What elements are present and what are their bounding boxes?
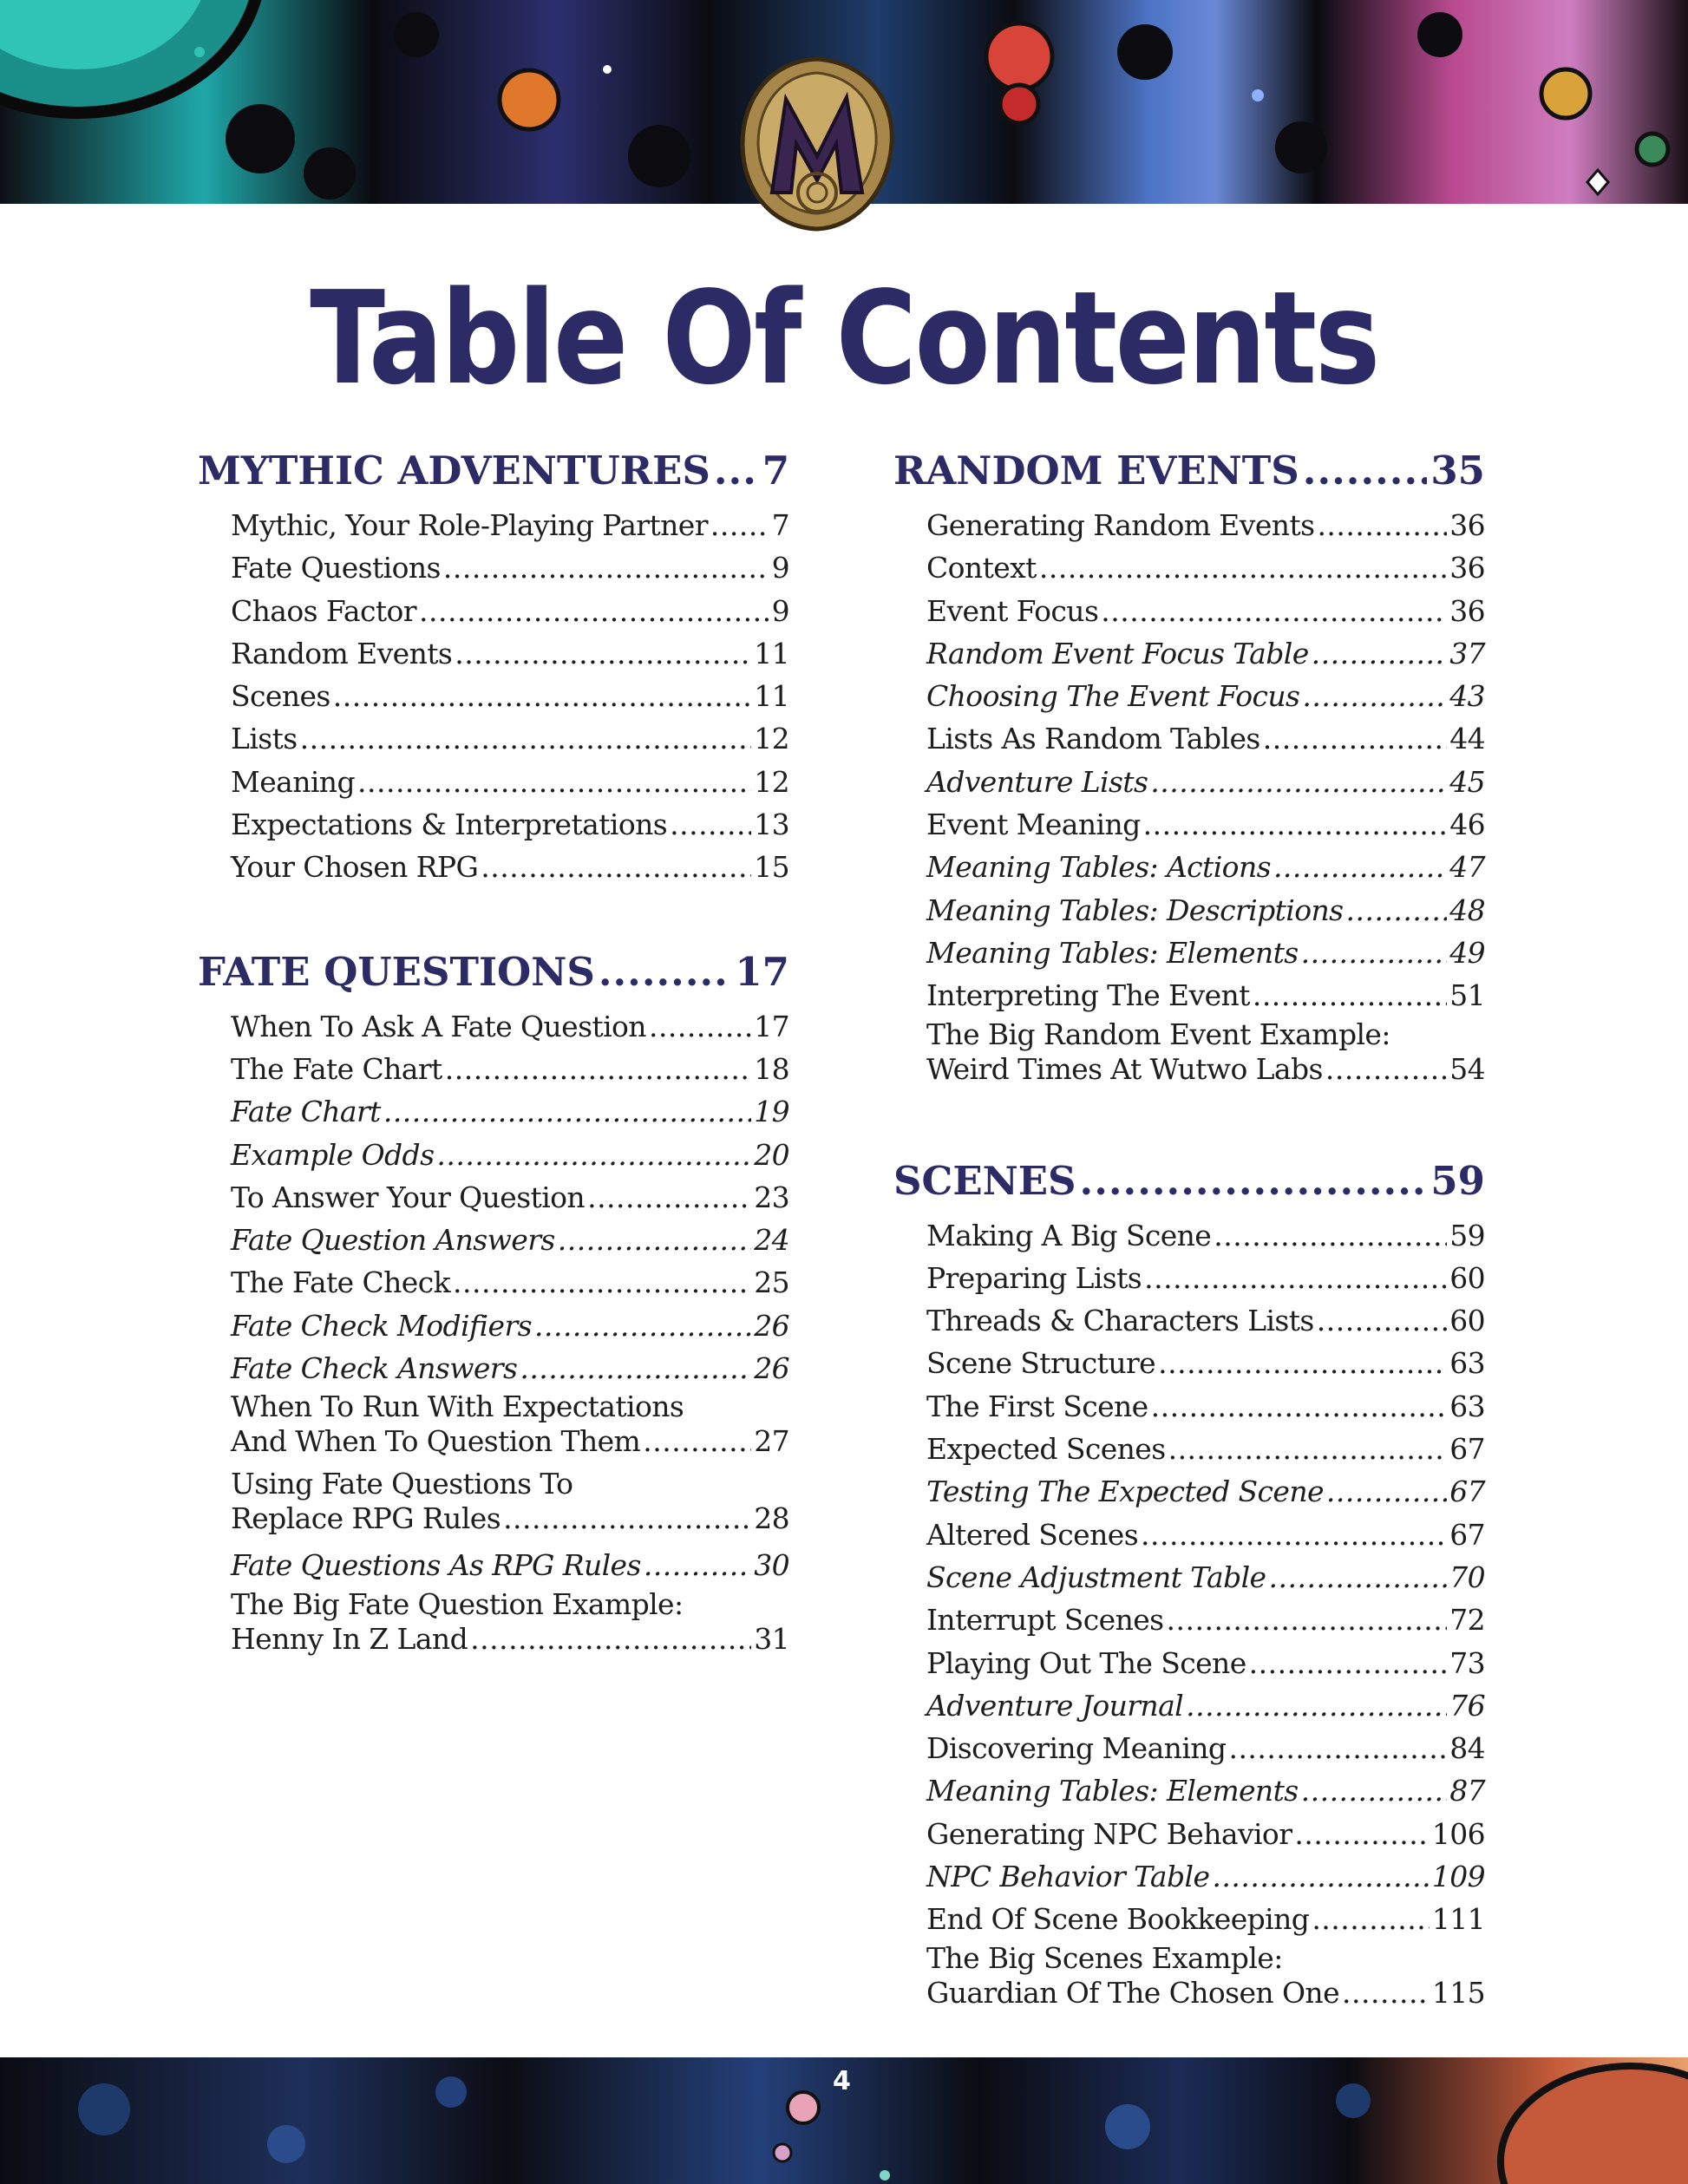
dot-leader <box>1326 1470 1447 1513</box>
toc-entry-page: 51 <box>1449 978 1485 1013</box>
toc-entry-label: Lists <box>231 722 298 756</box>
dot-leader <box>1273 846 1447 888</box>
section-heading[interactable] <box>198 438 789 504</box>
toc-section-random-events <box>893 438 1485 1095</box>
section-heading-page: 7 <box>762 448 789 494</box>
toc-entry-page: 27 <box>754 1424 789 1459</box>
toc-section-scenes <box>893 1148 1485 2018</box>
toc-entry-label: Expected Scenes <box>926 1432 1166 1467</box>
toc-entry[interactable] <box>231 1219 789 1261</box>
toc-entry-page: 30 <box>754 1548 789 1583</box>
toc-entry-label: Discovering Meaning <box>926 1731 1227 1766</box>
toc-entry-label: Playing Out The Scene <box>926 1645 1246 1680</box>
toc-entry-label: Fate Check Answers <box>231 1351 518 1386</box>
toc-entry[interactable] <box>926 546 1485 589</box>
toc-entry-label: Making A Big Scene <box>926 1218 1212 1252</box>
toc-entry-page: 17 <box>754 1009 789 1043</box>
dot-leader <box>1325 1052 1447 1087</box>
toc-entry[interactable] <box>926 1385 1485 1428</box>
dot-leader <box>1167 1599 1448 1641</box>
dot-leader <box>1253 974 1447 1017</box>
toc-entry[interactable] <box>926 1470 1485 1513</box>
toc-entry-page: 28 <box>754 1501 789 1536</box>
toc-entry-label: Adventure Lists <box>926 764 1148 799</box>
dot-leader <box>599 939 732 1005</box>
toc-entry[interactable] <box>231 1467 789 1544</box>
toc-entry-page: 106 <box>1431 1816 1485 1851</box>
toc-entry[interactable] <box>231 1176 789 1219</box>
toc-entry-label: Meaning Tables: Descriptions <box>926 893 1344 927</box>
dot-leader <box>1151 1385 1448 1428</box>
toc-entry-label: The First Scene <box>926 1389 1148 1423</box>
dot-leader <box>1228 1727 1447 1769</box>
toc-entry-label: Expectations & Interpretations <box>231 808 668 842</box>
toc-entry-page: 12 <box>754 722 789 756</box>
toc-entry-label: Your Chosen RPG <box>231 850 479 885</box>
toc-entry[interactable] <box>926 1342 1485 1384</box>
toc-entry-label: The Big Scenes Example: <box>926 1940 1283 1975</box>
toc-entry-page: 13 <box>754 808 789 842</box>
toc-entry[interactable] <box>926 1855 1485 1898</box>
dot-leader <box>443 546 769 589</box>
toc-entry-label: To Answer Your Question <box>231 1180 586 1214</box>
toc-entry-label: Random Event Focus Table <box>926 636 1309 670</box>
toc-entry[interactable] <box>926 974 1485 1017</box>
dot-leader <box>1212 1855 1429 1898</box>
toc-entry-label: The Big Random Event Example: <box>926 1017 1390 1051</box>
toc-entry-label: Event Focus <box>926 593 1099 628</box>
dot-leader <box>383 1090 751 1133</box>
toc-entry[interactable] <box>231 546 789 589</box>
toc-entry-label: Scene Structure <box>926 1346 1156 1381</box>
section-heading-title: FATE QUESTIONS <box>198 948 595 995</box>
toc-entry[interactable] <box>231 590 789 632</box>
section-heading-title: MYTHIC ADVENTURES <box>198 448 710 494</box>
dot-leader <box>1141 1514 1447 1556</box>
toc-entry-label: Meaning <box>231 764 355 799</box>
toc-entry[interactable] <box>926 717 1485 760</box>
toc-entry-page: 59 <box>1449 1218 1485 1252</box>
toc-entry-label: Altered Scenes <box>926 1517 1139 1552</box>
toc-entry-page: 67 <box>1449 1517 1485 1552</box>
toc-entry-label: The Fate Chart <box>231 1051 442 1086</box>
toc-right-column <box>893 438 1485 2018</box>
toc-entry-page: 76 <box>1449 1688 1485 1723</box>
toc-entry-page: 63 <box>1449 1346 1485 1381</box>
toc-entry-label: Fate Chart <box>231 1095 381 1129</box>
toc-entry-page: 67 <box>1449 1432 1485 1467</box>
dot-leader <box>1345 889 1447 932</box>
toc-entry-page: 15 <box>754 850 789 885</box>
toc-entry[interactable] <box>231 846 789 888</box>
dot-leader <box>1294 1813 1429 1855</box>
toc-entry[interactable] <box>926 590 1485 632</box>
dot-leader <box>1249 1642 1448 1684</box>
toc-entry[interactable] <box>926 1514 1485 1556</box>
page-number: 4 <box>833 2066 851 2096</box>
dot-leader <box>1144 1257 1447 1299</box>
toc-entry-page: 47 <box>1449 850 1485 885</box>
dot-leader <box>1317 504 1447 546</box>
toc-entry[interactable] <box>926 803 1485 846</box>
toc-entry[interactable] <box>926 1017 1485 1095</box>
dot-leader <box>1039 546 1447 589</box>
dot-leader <box>1150 761 1447 803</box>
dot-leader <box>1186 1684 1447 1727</box>
dot-leader <box>1312 1898 1430 1940</box>
toc-entry-page: 20 <box>754 1137 789 1172</box>
dot-leader <box>1269 1556 1448 1599</box>
toc-entry[interactable] <box>926 1599 1485 1641</box>
toc-entry-label: Scene Adjustment Table <box>926 1560 1266 1594</box>
dot-leader <box>1214 1214 1447 1257</box>
toc-entry-label: Meaning Tables: Actions <box>926 850 1271 885</box>
toc-entry-page: 36 <box>1449 593 1485 628</box>
dot-leader <box>710 504 769 546</box>
section-heading-page: 59 <box>1430 1157 1485 1204</box>
toc-entry-label: Scenes <box>231 679 330 714</box>
toc-entry-label: Adventure Journal <box>926 1688 1184 1723</box>
toc-entry-label: NPC Behavior Table <box>926 1860 1210 1894</box>
toc-entry-page: 87 <box>1449 1774 1485 1808</box>
toc-entry-page: 18 <box>754 1051 789 1086</box>
toc-entry[interactable] <box>926 846 1485 888</box>
toc-entry-label: Meaning Tables: Elements <box>926 1774 1299 1808</box>
dot-leader <box>419 590 769 632</box>
dot-leader <box>1158 1342 1447 1384</box>
toc-entry-label: Fate Questions <box>231 551 441 585</box>
toc-entry[interactable] <box>231 1390 789 1467</box>
toc-entry-page: 43 <box>1449 679 1485 714</box>
dot-leader <box>503 1501 751 1536</box>
toc-entry-label: Lists As Random Tables <box>926 722 1260 756</box>
toc-entry-page: 24 <box>754 1223 789 1258</box>
dot-leader <box>714 438 759 504</box>
toc-entry[interactable] <box>926 1898 1485 1940</box>
toc-entry-label: Chaos Factor <box>231 593 416 628</box>
toc-left-column <box>198 438 789 1664</box>
toc-entry-page: 11 <box>754 636 789 670</box>
toc-entry[interactable] <box>926 1642 1485 1684</box>
toc-entry[interactable] <box>231 1305 789 1347</box>
toc-entry-label: When To Run With Expectations <box>231 1390 684 1424</box>
toc-entry-label-line2: Henny In Z Land <box>231 1621 468 1656</box>
toc-entry-page: 25 <box>754 1265 789 1300</box>
toc-entry[interactable] <box>231 632 789 675</box>
dot-leader <box>1342 1976 1430 2011</box>
toc-entry[interactable] <box>926 632 1485 675</box>
dot-leader <box>1303 438 1428 504</box>
dot-leader <box>357 761 751 803</box>
toc-entry-label: Generating Random Events <box>926 508 1315 542</box>
toc-entry[interactable] <box>926 932 1485 974</box>
dot-leader <box>520 1347 751 1390</box>
section-heading-title: RANDOM EVENTS <box>893 448 1299 494</box>
toc-entry[interactable] <box>231 1090 789 1133</box>
toc-entry-label: Random Events <box>231 636 453 670</box>
toc-entry[interactable] <box>926 1214 1485 1257</box>
toc-entry[interactable] <box>926 1941 1485 2018</box>
section-heading[interactable] <box>893 438 1485 504</box>
toc-entry-label: Testing The Expected Scene <box>926 1475 1324 1509</box>
toc-entry[interactable] <box>926 1684 1485 1727</box>
dot-leader <box>1301 932 1448 974</box>
toc-entry-page: 31 <box>754 1621 789 1656</box>
toc-entry[interactable] <box>926 761 1485 803</box>
section-heading-page: 35 <box>1430 448 1485 494</box>
dot-leader <box>649 1005 751 1048</box>
dot-leader <box>1263 717 1447 760</box>
toc-entry[interactable] <box>926 1428 1485 1470</box>
toc-entry-page: 60 <box>1449 1304 1485 1338</box>
toc-entry-page: 9 <box>771 551 789 585</box>
toc-entry-label: Meaning Tables: Elements <box>926 935 1299 970</box>
dot-leader <box>1168 1428 1448 1470</box>
toc-entries <box>198 504 789 889</box>
toc-entry[interactable] <box>231 1048 789 1090</box>
toc-entry[interactable] <box>231 675 789 717</box>
page-title: Table Of Contents <box>310 264 1378 413</box>
dot-leader <box>587 1176 751 1219</box>
toc-entry-label: Preparing Lists <box>926 1260 1142 1295</box>
dot-leader <box>481 846 751 888</box>
toc-entry[interactable] <box>231 803 789 846</box>
toc-entry-page: 11 <box>754 679 789 714</box>
section-heading[interactable] <box>893 1148 1485 1214</box>
dot-leader <box>1312 632 1448 675</box>
toc-entry-label: Mythic, Your Role-Playing Partner <box>231 508 708 542</box>
toc-entries <box>198 1005 789 1664</box>
toc-entry[interactable] <box>231 761 789 803</box>
dot-leader <box>1143 803 1448 846</box>
dot-leader <box>470 1622 751 1657</box>
dot-leader <box>670 803 751 846</box>
dot-leader <box>436 1134 751 1176</box>
toc-entry[interactable] <box>231 1347 789 1390</box>
toc-entry-label: Generating NPC Behavior <box>926 1816 1292 1851</box>
toc-entry[interactable] <box>231 1544 789 1586</box>
toc-entry-label: Fate Questions As RPG Rules <box>231 1548 641 1583</box>
toc-entry[interactable] <box>926 1813 1485 1855</box>
toc-entries <box>893 1214 1485 2018</box>
toc-entry-page: 23 <box>754 1180 789 1214</box>
dot-leader <box>445 1048 751 1090</box>
toc-entry-page: 46 <box>1449 808 1485 842</box>
dot-leader <box>1080 1148 1428 1214</box>
toc-entry-page: 111 <box>1431 1902 1485 1937</box>
toc-section-mythic-adventures <box>198 438 789 889</box>
toc-entry-label: Using Fate Questions To <box>231 1467 573 1501</box>
dot-leader <box>534 1305 751 1347</box>
toc-entry-page: 36 <box>1449 551 1485 585</box>
toc-entry-page: 44 <box>1449 722 1485 756</box>
dot-leader <box>1302 675 1447 717</box>
toc-entry-page: 109 <box>1431 1860 1485 1894</box>
toc-entry[interactable] <box>926 675 1485 717</box>
toc-entry[interactable] <box>926 1769 1485 1812</box>
toc-entry[interactable] <box>926 1727 1485 1769</box>
toc-entry-page: 26 <box>754 1351 789 1386</box>
toc-entry-page: 72 <box>1449 1603 1485 1638</box>
toc-entry-page: 84 <box>1449 1731 1485 1766</box>
toc-entry[interactable] <box>231 717 789 760</box>
section-heading-page: 17 <box>735 948 789 995</box>
dot-leader <box>300 717 752 760</box>
section-heading[interactable] <box>198 939 789 1005</box>
toc-entry-label: End Of Scene Bookkeeping <box>926 1902 1310 1937</box>
toc-entry-label: Context <box>926 551 1037 585</box>
toc-entry-label: When To Ask A Fate Question <box>231 1009 646 1043</box>
toc-entry-label: Interrupt Scenes <box>926 1603 1164 1638</box>
toc-entry-page: 36 <box>1449 508 1485 542</box>
toc-entry-label-line2: Replace RPG Rules <box>231 1501 501 1536</box>
toc-section-fate-questions <box>198 939 789 1664</box>
toc-entry-page: 9 <box>771 593 789 628</box>
toc-entry-label: Example Odds <box>231 1137 435 1172</box>
dot-leader <box>455 632 751 675</box>
toc-entry-page: 12 <box>754 764 789 799</box>
toc-entry-page: 73 <box>1449 1645 1485 1680</box>
toc-entry-page: 70 <box>1449 1560 1485 1594</box>
toc-entry-page: 7 <box>771 508 789 542</box>
toc-entry-label: Fate Check Modifiers <box>231 1308 532 1343</box>
toc-entry-label: Choosing The Event Focus <box>926 679 1300 714</box>
toc-entry[interactable] <box>231 1134 789 1176</box>
toc-entry-label-line2: And When To Question Them <box>231 1424 641 1459</box>
section-heading-title: SCENES <box>893 1157 1076 1204</box>
toc-entry-page: 115 <box>1431 1975 1485 2010</box>
toc-entry-page: 37 <box>1449 636 1485 670</box>
toc-entry[interactable] <box>231 504 789 546</box>
toc-entry-label-line2: Guardian Of The Chosen One <box>926 1975 1340 2010</box>
toc-entry-page: 63 <box>1449 1389 1485 1423</box>
toc-entry[interactable] <box>926 504 1485 546</box>
dot-leader <box>558 1219 751 1261</box>
dot-leader <box>1101 590 1447 632</box>
toc-entry[interactable] <box>926 889 1485 932</box>
toc-entry-page: 48 <box>1449 893 1485 927</box>
dot-leader <box>1301 1769 1448 1812</box>
toc-entry-page: 67 <box>1449 1475 1485 1509</box>
toc-entry-page: 45 <box>1449 764 1485 799</box>
dot-leader <box>333 675 751 717</box>
toc-entry[interactable] <box>926 1299 1485 1342</box>
toc-entry-label: Interpreting The Event <box>926 978 1250 1013</box>
toc-entry[interactable] <box>231 1261 789 1304</box>
toc-entry-page: 54 <box>1449 1051 1485 1086</box>
dot-leader <box>453 1261 751 1304</box>
toc-entry[interactable] <box>926 1556 1485 1599</box>
mythic-logo-emblem <box>734 54 900 234</box>
toc-entry-label-line2: Weird Times At Wutwo Labs <box>926 1051 1323 1086</box>
toc-entry-label: Threads & Characters Lists <box>926 1304 1314 1338</box>
toc-entry-label: The Fate Check <box>231 1265 451 1300</box>
toc-entry-label: Event Meaning <box>926 808 1141 842</box>
toc-entry-page: 19 <box>754 1095 789 1129</box>
toc-entry-page: 49 <box>1449 935 1485 970</box>
toc-entry[interactable] <box>231 1005 789 1048</box>
dot-leader <box>1317 1299 1447 1342</box>
toc-entry-label: The Big Fate Question Example: <box>231 1586 684 1621</box>
toc-entry-label: Fate Question Answers <box>231 1223 555 1258</box>
toc-entry-page: 60 <box>1449 1260 1485 1295</box>
dot-leader <box>643 1424 751 1459</box>
dot-leader <box>644 1544 751 1586</box>
toc-entries <box>893 504 1485 1095</box>
toc-entry-page: 26 <box>754 1308 789 1343</box>
toc-entry[interactable] <box>231 1587 789 1664</box>
toc-entry[interactable] <box>926 1257 1485 1299</box>
